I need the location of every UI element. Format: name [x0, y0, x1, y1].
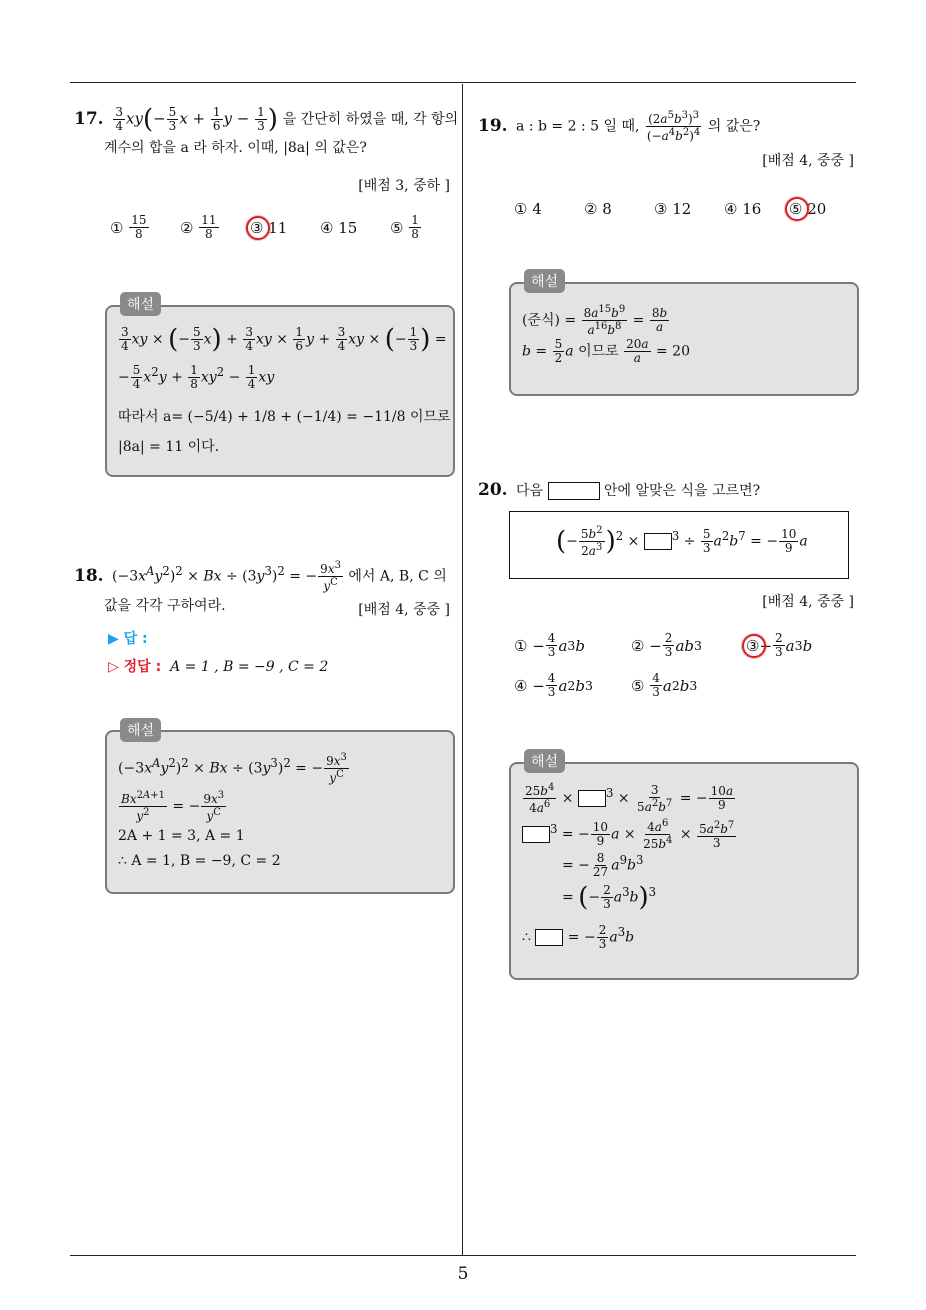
choice-2[interactable]: ② $\frac{11}{8}$	[180, 213, 217, 242]
solution-line: ∴ = − $\frac{2}{3}$ $a^3b$	[522, 923, 635, 952]
top-rule	[70, 82, 856, 83]
solution-tag: 해설	[524, 749, 565, 773]
choice-5[interactable]: ⑤ $\frac{1}{8}$	[390, 213, 419, 242]
question-number: 19.	[478, 115, 508, 136]
question-stem: 에서 A, B, C 의	[348, 568, 447, 585]
choice-1[interactable]: ① $\frac{15}{8}$	[110, 213, 147, 242]
solution-line: − $\frac{5}{4}$ $x^2y$ + $\frac{1}{8}$ $xy^2$ − $\frac{1}{4}$ xy	[118, 363, 275, 392]
choices-17	[110, 214, 440, 241]
choice-1[interactable]: ① 4	[514, 200, 542, 218]
choice-4[interactable]: ④ 16	[724, 200, 762, 218]
question-stem-line2: 계수의 합을 a 라 하자. 이때, |8a| 의 값은?	[104, 140, 367, 157]
question-19: 19. a : b = 2 : 5 일 때, $\frac{(2a^5b^3)^3}{(-a^4b^2)^4}$ 의 값은?	[478, 110, 761, 144]
choice-3[interactable]: ③ 11	[250, 214, 320, 241]
solution-line: 2A + 1 = 3, A = 1	[118, 828, 245, 844]
choice-4[interactable]: ④ − $\frac{4}{3}$ a 2 b 3	[514, 671, 593, 700]
question-20	[478, 480, 858, 500]
column-divider	[462, 84, 463, 1256]
choice-4[interactable]: ④ 15	[320, 218, 358, 237]
choice-5[interactable]: ⑤ 20	[789, 200, 839, 218]
points-label: [배점 4, 중중 ]	[762, 153, 854, 169]
solution-tag: 해설	[120, 718, 161, 742]
answer-mark-icon	[246, 216, 270, 240]
blank-box	[548, 482, 600, 500]
choice-3[interactable]: ③ 12	[654, 200, 692, 218]
question-stem-tail: 의 값은?	[707, 118, 761, 135]
question-stem-head: 다음	[516, 483, 544, 499]
question-number: 18.	[74, 565, 104, 586]
choice-5[interactable]: ⑤ $\frac{4}{3}$ a 2 b 3	[631, 671, 698, 700]
question-18: 18. $(-3x^Ay^2)^2 \times Bx \div (3y^3)^2$ = − $\frac{9x^3}{y^C}$ 에서 A, B, C 의 값을 각각 구하여라.	[74, 560, 459, 615]
page-number: 5	[457, 1264, 469, 1284]
solution-line: 따라서 a= (−5/4) + 1/8 + (−1/4) = −11/8 이므로	[118, 409, 451, 425]
solution-line: = − $\frac{8}{27}$ $a^9b^3$	[562, 851, 644, 880]
choice-3[interactable]: ③ − $\frac{2}{3}$ a 3 b	[746, 632, 812, 659]
solution-line: |8a| = 11 이다.	[118, 439, 220, 455]
points-label: [배점 3, 중하 ]	[358, 178, 450, 194]
choices-20	[514, 632, 844, 712]
answer-label: ▶ 답 :	[108, 631, 148, 647]
question-stem-line2: 값을 각각 구하여라.	[104, 598, 226, 615]
solution-line: b = $\frac{5}{2}$ a 이므로 $\frac{20a}{a}$ = 20	[522, 337, 690, 366]
solution-tag: 해설	[524, 269, 565, 293]
answer-mark-icon	[785, 197, 809, 221]
points-label: [배점 4, 중중 ]	[358, 602, 450, 618]
points-label: [배점 4, 중중 ]	[762, 594, 854, 610]
question-stem-tail: 안에 알맞은 식을 고르면?	[604, 483, 761, 499]
solution-line: $(-3x^Ay^2)^2 \times Bx \div (3y^3)^2$ = − $\frac{9x^3}{y^C}$	[118, 752, 347, 786]
solution-line: $\frac{3}{4}$ xy × (− $\frac{5}{3}$ x) + $\frac{3}{4}$ xy × $\frac{1}{6}$ y + $\frac{3}{4}$ xy × (− $\frac{1}{3}$ ) =	[121, 324, 447, 355]
choice-2[interactable]: ② 8	[584, 200, 612, 218]
solution-line: $^3$ = − $\frac{10}{9}$ a × $\frac{4a^6}{25b^4}$ × $\frac{5a^2b^7}{3}$	[522, 818, 737, 851]
bottom-rule	[70, 1255, 856, 1256]
choices-19	[514, 200, 844, 218]
equation: (− $\frac{5b^2}{2a^3}$ )$^2$ × $^3$ ÷ $\frac{5}{3}$ $a^2b^7$ = − $\frac{10}{9}$ a	[556, 525, 808, 559]
solution-line: = (− $\frac{2}{3}$ $a^3b)^3$	[562, 882, 657, 913]
solution-line: (준식) = $\frac{8a^{15}b^9}{a^{16}b^8}$ = $\frac{8b}{a}$	[522, 304, 668, 338]
solution-line: $\frac{25b^4}{4a^6}$ × $^3$ × $\frac{3}{5a^2b^7}$ = − $\frac{10a}{9}$	[525, 782, 734, 816]
choice-1[interactable]: ① − $\frac{4}{3}$ a 3 b	[514, 631, 585, 660]
correct-answer: ▷ 정답 : A = 1 , B = −9 , C = 2	[108, 659, 329, 675]
question-stem-head: a : b = 2 : 5 일 때,	[516, 118, 640, 135]
choice-2[interactable]: ② − $\frac{2}{3}$ ab 3	[631, 631, 702, 660]
solution-tag: 해설	[120, 292, 161, 316]
question-number: 20.	[478, 480, 508, 500]
question-17: 17. $\frac{3}{4}$ xy(− $\frac{5}{3}$ x + $\frac{1}{6}$ y − $\frac{1}{3}$ ) 을 간단히 하였을 때, 각 항의 계수의 합을 a 라 하자. 이때, |8a| 의 값은?	[74, 104, 459, 157]
answer-mark-icon	[742, 634, 766, 658]
question-number: 17.	[74, 108, 104, 129]
solution-line: $\frac{Bx^{2A+1}}{y^2}$ = − $\frac{9x^3}{y^C}$	[121, 790, 225, 824]
question-stem: 을 간단히 하였을 때, 각 항의	[282, 111, 459, 128]
solution-line: ∴ A = 1, B = −9, C = 2	[118, 853, 281, 869]
